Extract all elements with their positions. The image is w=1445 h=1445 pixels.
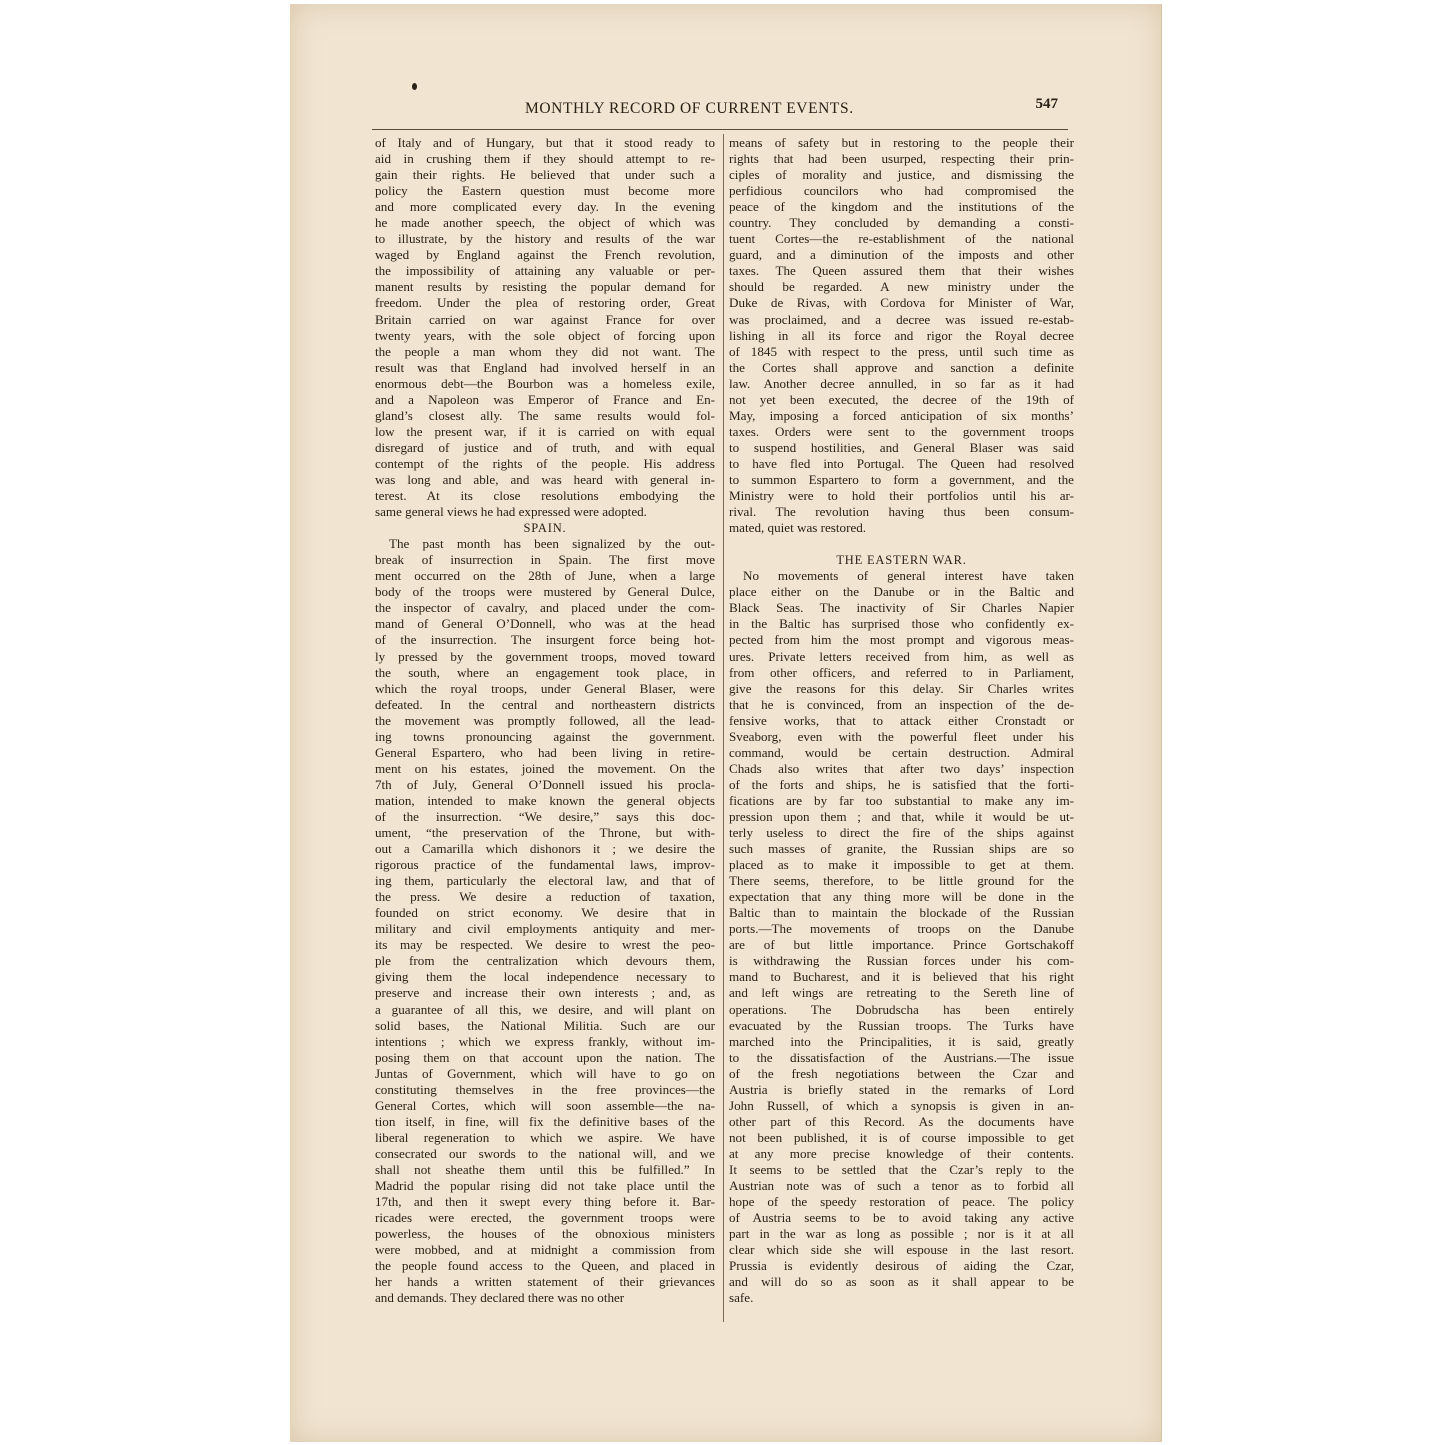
text-line: to illustrate, by the history and results of the war <box>375 231 715 247</box>
text-line: and will do so as soon as it shall appear to be <box>729 1274 1074 1290</box>
text-line: place either on the Danube or in the Baltic and <box>729 584 1074 600</box>
text-line: of the fresh negotiations between the Czar and <box>729 1065 1074 1081</box>
text-line: gain their rights. He believed that under such a <box>375 167 715 183</box>
text-line: from other officers, and referred to in Parliament, <box>729 664 1074 680</box>
text-line: Ministry were to hold their portfolios until his ar- <box>729 488 1074 504</box>
text-line: means of safety but in restoring to the people their <box>729 135 1074 150</box>
text-line: of the insurrection. “We desire,” says this doc- <box>375 808 715 824</box>
text-line: There seems, therefore, to be little ground for the <box>729 873 1074 889</box>
text-line: Chads also writes that after two days’ inspection <box>729 760 1074 776</box>
text-line: and a Napoleon was Emperor of France and En- <box>375 391 715 407</box>
text-line: of 1845 with respect to the press, until such time as <box>729 343 1074 359</box>
text-line: not yet been executed, the decree of the 19th of <box>729 391 1074 407</box>
text-line: Austria is briefly stated in the remarks of Lord <box>729 1081 1074 1097</box>
text-line: constituting themselves in the free provinces—the <box>375 1081 715 1097</box>
text-line: ly pressed by the government troops, moved toward <box>375 648 715 664</box>
text-line: the Cortes shall approve and sanction a definite <box>729 359 1074 375</box>
text-line: of Austria seems to be to avoid taking any active <box>729 1210 1074 1226</box>
section-heading: SPAIN. <box>523 521 567 536</box>
text-line: taxes. Orders were sent to the government troops <box>729 423 1074 439</box>
text-line: It seems to be settled that the Czar’s reply to the <box>729 1162 1074 1177</box>
text-line: which the royal troops, under General Blaser, were <box>375 680 715 696</box>
text-line: and left wings are retreating to the Sereth line of <box>729 985 1074 1001</box>
text-line: of the insurrection. The insurgent force being hot- <box>375 632 715 648</box>
text-line: taxes. The Queen assured them that their wishes <box>729 263 1074 279</box>
text-line: the press. We desire a reduction of taxation, <box>375 889 715 905</box>
text-line: military and civil employments antiquity and mer- <box>375 921 715 937</box>
text-line: not been published, it is of course impossible to get <box>729 1129 1074 1145</box>
text-line: rights that had been usurped, respecting their prin- <box>729 151 1074 167</box>
text-line: manent results by resisting the popular demand for <box>375 279 715 295</box>
text-line: he made another speech, the object of which was <box>375 215 715 231</box>
text-line: consecrated our swords to the national will, and we <box>375 1145 715 1161</box>
text-line: policy the Eastern question must become more <box>375 183 715 199</box>
text-line: intentions ; which we express frankly, without im- <box>375 1033 715 1049</box>
text-line: command, would be certain destruction. Admiral <box>729 744 1074 760</box>
text-line: ing them, particularly the electoral law, and that of <box>375 873 715 889</box>
page-number: 547 <box>1035 96 1058 112</box>
text-line: should be regarded. A new ministry under the <box>729 279 1074 295</box>
text-line: 7th of July, General O’Donnell issued his procla- <box>375 776 715 792</box>
text-line: terly useless to direct the fire of the ships against <box>729 825 1074 841</box>
text-line: tuent Cortes—the re-establishment of the national <box>729 231 1074 247</box>
text-line: pression upon them ; and that, while it would be ut- <box>729 808 1074 824</box>
text-line: that he is convinced, from an inspection of the de- <box>729 696 1074 712</box>
text-line: pected from him the most prompt and vigorous meas- <box>729 632 1074 648</box>
column-rule <box>723 134 724 1322</box>
text-line: to suspend hostilities, and General Blaser was said <box>729 439 1074 455</box>
text-line: solid bases, the National Militia. Such are our <box>375 1017 715 1033</box>
text-line: in the Baltic has surprised those who confidently ex- <box>729 616 1074 632</box>
text-line: enormous debt—the Bourbon was a homeless exile, <box>375 375 715 391</box>
text-line: liberal regeneration to which we aspire. We have <box>375 1129 715 1145</box>
text-line: low the present war, if it is carried on with equal <box>375 423 715 439</box>
text-line: defeated. In the central and northeastern districts <box>375 696 715 712</box>
text-line: aid in crushing them if they should attempt to re- <box>375 151 715 167</box>
text-line: Black Seas. The inactivity of Sir Charles Napier <box>729 600 1074 616</box>
text-line: country. They concluded by demanding a consti- <box>729 215 1074 231</box>
text-line: is withdrawing the Russian forces under his com- <box>729 953 1074 969</box>
text-line: waged by England against the French revolution, <box>375 247 715 263</box>
text-line: The past month has been signalized by the out- <box>389 536 715 552</box>
text-line: hope of the speedy restoration of peace. The policy <box>729 1194 1074 1210</box>
text-line: tion itself, in fine, will fix the definitive bases of the <box>375 1113 715 1129</box>
text-line: John Russell, of which a synopsis is given in an- <box>729 1097 1074 1113</box>
text-line: giving them the local independence necessary to <box>375 969 715 985</box>
text-line: to have fled into Portugal. The Queen had resolved <box>729 455 1074 471</box>
text-line: Madrid the popular rising did not take place until the <box>375 1178 715 1194</box>
text-line: its may be respected. We desire to wrest the peo- <box>375 937 715 953</box>
text-line: Britain carried on war against France for over <box>375 311 715 327</box>
text-line: peace of the kingdom and the institutions of the <box>729 199 1074 215</box>
text-line: to summon Espartero to form a government, and the <box>729 471 1074 487</box>
text-line: to the dissatisfaction of the Austrians.—The issue <box>729 1049 1074 1065</box>
header-rule <box>372 129 1068 130</box>
text-line: mation, intended to make known the general objects <box>375 792 715 808</box>
text-line: placed as to make it impossible to get at them. <box>729 857 1074 873</box>
text-line: 17th, and then it swept every thing before it. Bar- <box>375 1194 715 1210</box>
ink-spot <box>412 83 417 90</box>
text-line: was long and able, and was heard with general in- <box>375 471 715 487</box>
text-line: ment occurred on the 28th of June, when a large <box>375 568 715 584</box>
text-line: Baltic than to maintain the blockade of the Russian <box>729 905 1074 921</box>
text-line: contempt of the rights of the people. His address <box>375 455 715 471</box>
text-line: disregard of justice and of truth, and with equal <box>375 439 715 455</box>
text-line: was proclaimed, and a decree was issued re-estab- <box>729 311 1074 327</box>
text-line: rigorous practice of the fundamental laws, improv- <box>375 857 715 873</box>
text-line: of Italy and of Hungary, but that it stood ready to <box>375 135 715 150</box>
text-line: body of the troops were mustered by General Dulce, <box>375 584 715 600</box>
text-line: General Espartero, who had been living in retire- <box>375 744 715 760</box>
text-line: ument, “the preservation of the Throne, but with- <box>375 825 715 841</box>
text-line: law. Another decree annulled, in so far as it had <box>729 375 1074 391</box>
text-line: break of insurrection in Spain. The first move <box>375 552 715 568</box>
text-line: ment on his estates, joined the movement. On the <box>375 760 715 776</box>
text-line: result was that England had involved herself in an <box>375 359 715 375</box>
text-line: fications are by far too substantial to make any im- <box>729 792 1074 808</box>
text-line: lishing in all its force and rigor the Royal decree <box>729 327 1074 343</box>
text-line: part in the war as long as possible ; nor is it at all <box>729 1226 1074 1242</box>
text-line: rival. The revolution having thus been consum- <box>729 504 1074 520</box>
text-line: and more complicated every day. In the evening <box>375 199 715 215</box>
text-line: were mobbed, and at midnight a commission from <box>375 1242 715 1258</box>
text-line: expectation that any thing more will be done in the <box>729 889 1074 905</box>
text-line: other part of this Record. As the documents have <box>729 1113 1074 1129</box>
text-line: Duke de Rivas, with Cordova for Minister of War, <box>729 295 1074 311</box>
text-line: freedom. Under the plea of restoring order, Great <box>375 295 715 311</box>
text-line: the impossibility of attaining any valuable or per- <box>375 263 715 279</box>
text-line: posing them on that account upon the nation. The <box>375 1049 715 1065</box>
text-line: ures. Private letters received from him, as well as <box>729 648 1074 664</box>
right-column <box>729 135 1074 1306</box>
text-line: the inspector of cavalry, and placed under the com- <box>375 600 715 616</box>
text-line: No movements of general interest have taken <box>743 568 1074 584</box>
text-line: her hands a written statement of their grievances <box>375 1274 715 1290</box>
text-line: gland’s closest ally. The same results would fol- <box>375 407 715 423</box>
text-line: the people a man whom they did not want. The <box>375 343 715 359</box>
text-line: ciples of morality and justice, and dismissing the <box>729 167 1074 183</box>
text-line: the south, where an engagement took place, in <box>375 664 715 680</box>
text-line: mand to Bucharest, and it is believed that his right <box>729 969 1074 985</box>
text-line: ports.—The movements of troops on the Danube <box>729 921 1074 937</box>
text-line: founded on strict economy. We desire that in <box>375 905 715 921</box>
text-line: clear which side she will espouse in the last resort. <box>729 1242 1074 1258</box>
text-line: shall not sheathe them until this be fulfilled.” In <box>375 1162 715 1177</box>
text-line: evacuated by the Russian troops. The Turks have <box>729 1017 1074 1033</box>
running-head-title: MONTHLY RECORD OF CURRENT EVENTS. <box>525 100 854 117</box>
text-line: at any more precise knowledge of their contents. <box>729 1145 1074 1161</box>
text-line: Prussia is evidently desirous of aiding the Czar, <box>729 1258 1074 1274</box>
text-line: ricades were erected, the government troops were <box>375 1210 715 1226</box>
text-line: mand of General O’Donnell, who was at the head <box>375 616 715 632</box>
text-line: ing towns pronouncing against the government. <box>375 728 715 744</box>
text-line: the people found access to the Queen, and placed in <box>375 1258 715 1274</box>
text-line: May, imposing a forced anticipation of six months’ <box>729 407 1074 423</box>
text-line: fensive works, that to attack either Cronstadt or <box>729 712 1074 728</box>
text-line: marched into the Principalities, it is said, greatly <box>729 1033 1074 1049</box>
text-line: Sveaborg, even with the powerful fleet under his <box>729 728 1074 744</box>
text-line: twenty years, with the sole object of forcing upon <box>375 327 715 343</box>
text-line: ple from the centralization which devours them, <box>375 953 715 969</box>
text-line: General Cortes, which will soon assemble—the na- <box>375 1097 715 1113</box>
text-line <box>729 536 1074 552</box>
text-line: are of but little importance. Prince Gortschakoff <box>729 937 1074 953</box>
text-line: Juntas of Government, which will have to go on <box>375 1065 715 1081</box>
running-head <box>370 96 1070 122</box>
text-line: preserve and increase their own interests ; and, as <box>375 985 715 1001</box>
text-line: Austrian note was of such a tenor as to forbid all <box>729 1178 1074 1194</box>
left-column <box>375 135 715 1306</box>
text-line: out a Camarilla which dishonors it ; we desire the <box>375 841 715 857</box>
text-line: powerless, the houses of the obnoxious ministers <box>375 1226 715 1242</box>
text-line: the movement was promptly followed, all the lead- <box>375 712 715 728</box>
text-line: such masses of granite, the Russian ships are so <box>729 841 1074 857</box>
text-line: a guarantee of all this, we desire, and will plant on <box>375 1001 715 1017</box>
text-line: terest. At its close resolutions embodying the <box>375 488 715 504</box>
text-line: of the forts and ships, he is satisfied that the forti- <box>729 776 1074 792</box>
text-line: and demands. They declared there was no other <box>375 1290 625 1306</box>
text-line: operations. The Dobrudscha has been entirely <box>729 1001 1074 1017</box>
text-line: mated, quiet was restored. <box>729 520 867 536</box>
text-line: perfidious councilors who had compromised the <box>729 183 1074 199</box>
text-line: same general views he had expressed were adopted. <box>375 504 647 520</box>
section-heading: THE EASTERN WAR. <box>836 553 967 568</box>
text-line: give the reasons for this delay. Sir Charles writes <box>729 680 1074 696</box>
text-line: safe. <box>729 1290 754 1306</box>
text-line: guard, and a diminution of the imposts and other <box>729 247 1074 263</box>
